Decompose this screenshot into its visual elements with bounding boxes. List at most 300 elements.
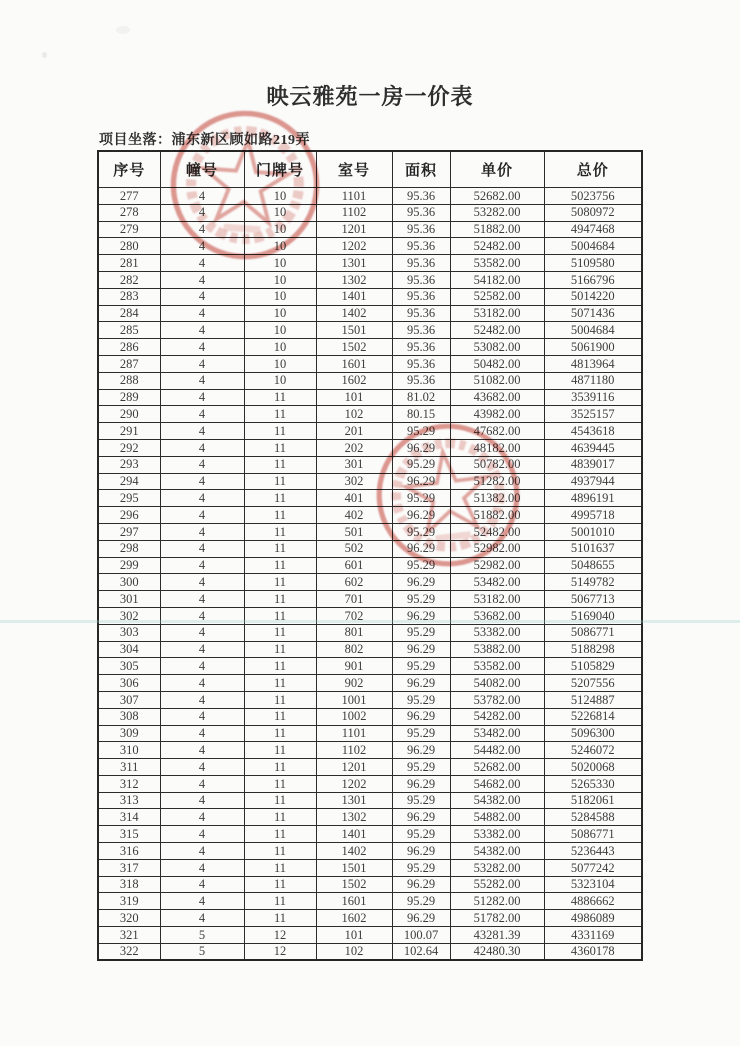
- cell-total-price: 5023756: [544, 188, 642, 205]
- cell-building: 4: [160, 876, 244, 893]
- cell-building: 5: [160, 927, 244, 944]
- cell-door-number: 11: [244, 775, 316, 792]
- cell-unit-price: 53682.00: [450, 607, 544, 624]
- table-row: [98, 271, 642, 288]
- cell-room: 102: [316, 943, 392, 960]
- cell-unit-price: 52482.00: [450, 238, 544, 255]
- cell-unit-price: 54182.00: [450, 271, 544, 288]
- cell-door-number: 11: [244, 557, 316, 574]
- cell-total-price: 5236443: [544, 843, 642, 860]
- column-header-door-number: 门牌号: [244, 151, 316, 188]
- cell-room: 1202: [316, 775, 392, 792]
- cell-building: 4: [160, 238, 244, 255]
- table-row: [98, 691, 642, 708]
- cell-room: 201: [316, 423, 392, 440]
- cell-serial: 298: [98, 540, 160, 557]
- cell-serial: 285: [98, 322, 160, 339]
- table-row: [98, 507, 642, 524]
- table-row: [98, 406, 642, 423]
- table-row: [98, 876, 642, 893]
- cell-building: 4: [160, 490, 244, 507]
- cell-door-number: 11: [244, 826, 316, 843]
- cell-total-price: 5086771: [544, 624, 642, 641]
- cell-serial: 278: [98, 204, 160, 221]
- cell-unit-price: 54082.00: [450, 675, 544, 692]
- cell-room: 1602: [316, 372, 392, 389]
- cell-serial: 318: [98, 876, 160, 893]
- cell-door-number: 11: [244, 675, 316, 692]
- cell-unit-price: 51282.00: [450, 893, 544, 910]
- cell-serial: 279: [98, 221, 160, 238]
- cell-serial: 319: [98, 893, 160, 910]
- table-row: [98, 372, 642, 389]
- column-header-unit-price: 单价: [450, 151, 544, 188]
- cell-building: 4: [160, 675, 244, 692]
- cell-door-number: 11: [244, 507, 316, 524]
- cell-building: 4: [160, 859, 244, 876]
- cell-unit-price: 53382.00: [450, 826, 544, 843]
- cell-building: 4: [160, 708, 244, 725]
- document-title: 映云雅苑一房一价表: [266, 84, 474, 109]
- cell-serial: 321: [98, 927, 160, 944]
- cell-serial: 289: [98, 389, 160, 406]
- table-row: [98, 439, 642, 456]
- cell-unit-price: 50482.00: [450, 355, 544, 372]
- cell-serial: 283: [98, 288, 160, 305]
- cell-door-number: 11: [244, 523, 316, 540]
- cell-door-number: 11: [244, 792, 316, 809]
- cell-unit-price: 52682.00: [450, 188, 544, 205]
- cell-building: 4: [160, 423, 244, 440]
- cell-unit-price: 53782.00: [450, 691, 544, 708]
- cell-room: 801: [316, 624, 392, 641]
- cell-unit-price: 51882.00: [450, 507, 544, 524]
- cell-unit-price: 52982.00: [450, 540, 544, 557]
- cell-total-price: 5246072: [544, 742, 642, 759]
- cell-unit-price: 53182.00: [450, 305, 544, 322]
- cell-door-number: 11: [244, 473, 316, 490]
- cell-unit-price: 54382.00: [450, 792, 544, 809]
- cell-unit-price: 51782.00: [450, 910, 544, 927]
- cell-room: 1301: [316, 792, 392, 809]
- column-header-area: 面积: [392, 151, 450, 188]
- cell-building: 4: [160, 893, 244, 910]
- cell-serial: 282: [98, 271, 160, 288]
- cell-total-price: 5061900: [544, 339, 642, 356]
- cell-room: 701: [316, 591, 392, 608]
- cell-door-number: 11: [244, 876, 316, 893]
- cell-unit-price: 55282.00: [450, 876, 544, 893]
- cell-building: 4: [160, 591, 244, 608]
- cell-room: 301: [316, 456, 392, 473]
- cell-area: 95.29: [392, 658, 450, 675]
- cell-unit-price: 53482.00: [450, 725, 544, 742]
- cell-door-number: 11: [244, 540, 316, 557]
- table-row: [98, 775, 642, 792]
- cell-area: 80.15: [392, 406, 450, 423]
- cell-building: 4: [160, 221, 244, 238]
- cell-building: 4: [160, 288, 244, 305]
- cell-total-price: 4813964: [544, 355, 642, 372]
- cell-building: 4: [160, 809, 244, 826]
- cell-door-number: 10: [244, 188, 316, 205]
- cell-serial: 317: [98, 859, 160, 876]
- cell-area: 95.36: [392, 288, 450, 305]
- cell-unit-price: 53082.00: [450, 339, 544, 356]
- scan-smudge: [116, 26, 130, 34]
- cell-unit-price: 53182.00: [450, 591, 544, 608]
- cell-total-price: 5004684: [544, 238, 642, 255]
- table-row: [98, 725, 642, 742]
- cell-serial: 315: [98, 826, 160, 843]
- cell-total-price: 5226814: [544, 708, 642, 725]
- cell-room: 202: [316, 439, 392, 456]
- cell-room: 1201: [316, 221, 392, 238]
- cell-serial: 305: [98, 658, 160, 675]
- cell-unit-price: 47682.00: [450, 423, 544, 440]
- cell-door-number: 11: [244, 406, 316, 423]
- cell-total-price: 4886662: [544, 893, 642, 910]
- table-row: [98, 574, 642, 591]
- cell-building: 4: [160, 406, 244, 423]
- cell-door-number: 11: [244, 574, 316, 591]
- cell-area: 96.29: [392, 708, 450, 725]
- table-row: [98, 893, 642, 910]
- cell-door-number: 11: [244, 759, 316, 776]
- cell-serial: 293: [98, 456, 160, 473]
- table-row: [98, 624, 642, 641]
- cell-building: 4: [160, 271, 244, 288]
- cell-total-price: 5071436: [544, 305, 642, 322]
- cell-room: 1102: [316, 204, 392, 221]
- cell-room: 1501: [316, 859, 392, 876]
- cell-total-price: 5109580: [544, 255, 642, 272]
- cell-total-price: 4543618: [544, 423, 642, 440]
- table-row: [98, 423, 642, 440]
- cell-serial: 288: [98, 372, 160, 389]
- cell-room: 1502: [316, 339, 392, 356]
- cell-unit-price: 43281.39: [450, 927, 544, 944]
- cell-building: 4: [160, 624, 244, 641]
- cell-serial: 322: [98, 943, 160, 960]
- cell-serial: 300: [98, 574, 160, 591]
- project-location-label: 项目坐落：: [99, 133, 172, 148]
- cell-building: 4: [160, 322, 244, 339]
- cell-room: 1301: [316, 255, 392, 272]
- cell-building: 4: [160, 540, 244, 557]
- cell-area: 96.29: [392, 473, 450, 490]
- cell-area: 96.29: [392, 439, 450, 456]
- table-row: [98, 490, 642, 507]
- cell-building: 4: [160, 775, 244, 792]
- cell-area: 96.29: [392, 507, 450, 524]
- cell-area: 96.29: [392, 843, 450, 860]
- cell-door-number: 11: [244, 591, 316, 608]
- cell-total-price: 4839017: [544, 456, 642, 473]
- cell-room: 601: [316, 557, 392, 574]
- cell-total-price: 5077242: [544, 859, 642, 876]
- cell-serial: 280: [98, 238, 160, 255]
- cell-room: 1302: [316, 271, 392, 288]
- cell-unit-price: 51082.00: [450, 372, 544, 389]
- cell-area: 81.02: [392, 389, 450, 406]
- cell-unit-price: 50782.00: [450, 456, 544, 473]
- cell-area: 96.29: [392, 607, 450, 624]
- cell-area: 95.29: [392, 624, 450, 641]
- cell-total-price: 5149782: [544, 574, 642, 591]
- cell-serial: 294: [98, 473, 160, 490]
- cell-room: 1002: [316, 708, 392, 725]
- table-row: [98, 809, 642, 826]
- table-row: [98, 255, 642, 272]
- cell-area: 95.29: [392, 490, 450, 507]
- cell-room: 1502: [316, 876, 392, 893]
- cell-building: 5: [160, 943, 244, 960]
- cell-building: 4: [160, 759, 244, 776]
- cell-room: 1302: [316, 809, 392, 826]
- cell-door-number: 11: [244, 809, 316, 826]
- cell-room: 302: [316, 473, 392, 490]
- cell-building: 4: [160, 658, 244, 675]
- project-location-value: 浦东新区顾如路219弄: [171, 133, 310, 148]
- project-location: [99, 129, 310, 149]
- cell-room: 902: [316, 675, 392, 692]
- cell-area: 95.36: [392, 372, 450, 389]
- cell-room: 1402: [316, 843, 392, 860]
- cell-door-number: 11: [244, 843, 316, 860]
- cell-room: 401: [316, 490, 392, 507]
- cell-total-price: 4986089: [544, 910, 642, 927]
- cell-room: 1402: [316, 305, 392, 322]
- cell-area: 95.36: [392, 221, 450, 238]
- table-row: [98, 675, 642, 692]
- cell-serial: 311: [98, 759, 160, 776]
- cell-building: 4: [160, 557, 244, 574]
- cell-room: 1102: [316, 742, 392, 759]
- cell-serial: 316: [98, 843, 160, 860]
- cell-unit-price: 53482.00: [450, 574, 544, 591]
- cell-building: 4: [160, 372, 244, 389]
- table-row: [98, 322, 642, 339]
- cell-room: 101: [316, 389, 392, 406]
- cell-room: 702: [316, 607, 392, 624]
- table-row: [98, 742, 642, 759]
- cell-building: 4: [160, 204, 244, 221]
- table-row: [98, 188, 642, 205]
- cell-room: 1501: [316, 322, 392, 339]
- cell-serial: 286: [98, 339, 160, 356]
- cell-unit-price: 52982.00: [450, 557, 544, 574]
- table-row: [98, 759, 642, 776]
- cell-unit-price: 51882.00: [450, 221, 544, 238]
- cell-building: 4: [160, 691, 244, 708]
- cell-door-number: 11: [244, 624, 316, 641]
- cell-serial: 299: [98, 557, 160, 574]
- cell-serial: 304: [98, 641, 160, 658]
- cell-serial: 277: [98, 188, 160, 205]
- table-row: [98, 355, 642, 372]
- cell-unit-price: 43982.00: [450, 406, 544, 423]
- cell-area: 96.29: [392, 574, 450, 591]
- cell-area: 95.29: [392, 826, 450, 843]
- table-row: [98, 591, 642, 608]
- cell-unit-price: 54382.00: [450, 843, 544, 860]
- cell-area: 96.29: [392, 809, 450, 826]
- cell-total-price: 5188298: [544, 641, 642, 658]
- cell-door-number: 11: [244, 423, 316, 440]
- cell-building: 4: [160, 725, 244, 742]
- cell-total-price: 3525157: [544, 406, 642, 423]
- cell-room: 1202: [316, 238, 392, 255]
- cell-serial: 296: [98, 507, 160, 524]
- cell-unit-price: 53882.00: [450, 641, 544, 658]
- table-row: [98, 540, 642, 557]
- cell-total-price: 5166796: [544, 271, 642, 288]
- table-row: [98, 305, 642, 322]
- cell-unit-price: 53282.00: [450, 204, 544, 221]
- cell-building: 4: [160, 355, 244, 372]
- cell-door-number: 11: [244, 490, 316, 507]
- table-row: [98, 792, 642, 809]
- cell-area: 96.29: [392, 540, 450, 557]
- cell-door-number: 10: [244, 305, 316, 322]
- cell-unit-price: 54282.00: [450, 708, 544, 725]
- table-row: [98, 708, 642, 725]
- cell-area: 95.36: [392, 339, 450, 356]
- cell-unit-price: 43682.00: [450, 389, 544, 406]
- table-row: [98, 456, 642, 473]
- cell-total-price: 5284588: [544, 809, 642, 826]
- cell-area: 96.29: [392, 641, 450, 658]
- cell-building: 4: [160, 305, 244, 322]
- table-row: [98, 843, 642, 860]
- cell-building: 4: [160, 792, 244, 809]
- cell-total-price: 5124887: [544, 691, 642, 708]
- cell-serial: 310: [98, 742, 160, 759]
- cell-room: 1101: [316, 725, 392, 742]
- cell-total-price: 4360178: [544, 943, 642, 960]
- cell-area: 95.29: [392, 456, 450, 473]
- cell-unit-price: 54682.00: [450, 775, 544, 792]
- cell-unit-price: 52482.00: [450, 523, 544, 540]
- cell-total-price: 5169040: [544, 607, 642, 624]
- cell-door-number: 12: [244, 927, 316, 944]
- cell-door-number: 11: [244, 691, 316, 708]
- cell-unit-price: 51282.00: [450, 473, 544, 490]
- cell-serial: 314: [98, 809, 160, 826]
- cell-unit-price: 51382.00: [450, 490, 544, 507]
- cell-unit-price: 53582.00: [450, 255, 544, 272]
- cell-area: 95.29: [392, 792, 450, 809]
- cell-building: 4: [160, 826, 244, 843]
- cell-building: 4: [160, 507, 244, 524]
- cell-total-price: 5080972: [544, 204, 642, 221]
- cell-building: 4: [160, 456, 244, 473]
- cell-serial: 292: [98, 439, 160, 456]
- cell-door-number: 10: [244, 339, 316, 356]
- cell-building: 4: [160, 523, 244, 540]
- table-row: [98, 943, 642, 960]
- cell-total-price: 5001010: [544, 523, 642, 540]
- table-row: [98, 859, 642, 876]
- cell-total-price: 5265330: [544, 775, 642, 792]
- cell-room: 1601: [316, 893, 392, 910]
- cell-area: 95.29: [392, 557, 450, 574]
- cell-area: 95.36: [392, 322, 450, 339]
- cell-door-number: 11: [244, 658, 316, 675]
- cell-total-price: 5014220: [544, 288, 642, 305]
- cell-serial: 281: [98, 255, 160, 272]
- cell-area: 100.07: [392, 927, 450, 944]
- cell-door-number: 10: [244, 238, 316, 255]
- cell-total-price: 5067713: [544, 591, 642, 608]
- table-row: [98, 927, 642, 944]
- column-header-room: 室号: [316, 151, 392, 188]
- cell-total-price: 5105829: [544, 658, 642, 675]
- cell-room: 502: [316, 540, 392, 557]
- scan-artifact-line: [0, 620, 740, 623]
- cell-door-number: 11: [244, 389, 316, 406]
- cell-door-number: 10: [244, 372, 316, 389]
- cell-room: 102: [316, 406, 392, 423]
- cell-area: 95.29: [392, 423, 450, 440]
- cell-area: 96.29: [392, 876, 450, 893]
- cell-room: 1602: [316, 910, 392, 927]
- cell-serial: 320: [98, 910, 160, 927]
- cell-unit-price: 54882.00: [450, 809, 544, 826]
- cell-door-number: 10: [244, 288, 316, 305]
- cell-door-number: 11: [244, 641, 316, 658]
- cell-unit-price: 42480.30: [450, 943, 544, 960]
- cell-building: 4: [160, 910, 244, 927]
- table-row: [98, 389, 642, 406]
- cell-area: 95.29: [392, 591, 450, 608]
- cell-area: 95.29: [392, 725, 450, 742]
- column-header-total-price: 总价: [544, 151, 642, 188]
- cell-area: 96.29: [392, 742, 450, 759]
- cell-room: 1401: [316, 288, 392, 305]
- cell-serial: 302: [98, 607, 160, 624]
- table-row: [98, 339, 642, 356]
- cell-room: 901: [316, 658, 392, 675]
- cell-total-price: 5086771: [544, 826, 642, 843]
- cell-door-number: 12: [244, 943, 316, 960]
- cell-unit-price: 53282.00: [450, 859, 544, 876]
- cell-serial: 307: [98, 691, 160, 708]
- cell-serial: 303: [98, 624, 160, 641]
- table-row: [98, 557, 642, 574]
- cell-room: 1601: [316, 355, 392, 372]
- cell-serial: 306: [98, 675, 160, 692]
- cell-total-price: 4937944: [544, 473, 642, 490]
- cell-building: 4: [160, 574, 244, 591]
- header-row: [98, 151, 642, 188]
- table-row: [98, 826, 642, 843]
- cell-area: 95.36: [392, 204, 450, 221]
- table-row: [98, 641, 642, 658]
- cell-door-number: 11: [244, 607, 316, 624]
- table-row: [98, 910, 642, 927]
- cell-building: 4: [160, 339, 244, 356]
- table-row: [98, 221, 642, 238]
- cell-area: 95.36: [392, 271, 450, 288]
- cell-unit-price: 48182.00: [450, 439, 544, 456]
- cell-door-number: 11: [244, 910, 316, 927]
- cell-serial: 309: [98, 725, 160, 742]
- table-row: [98, 658, 642, 675]
- cell-door-number: 11: [244, 859, 316, 876]
- cell-room: 1401: [316, 826, 392, 843]
